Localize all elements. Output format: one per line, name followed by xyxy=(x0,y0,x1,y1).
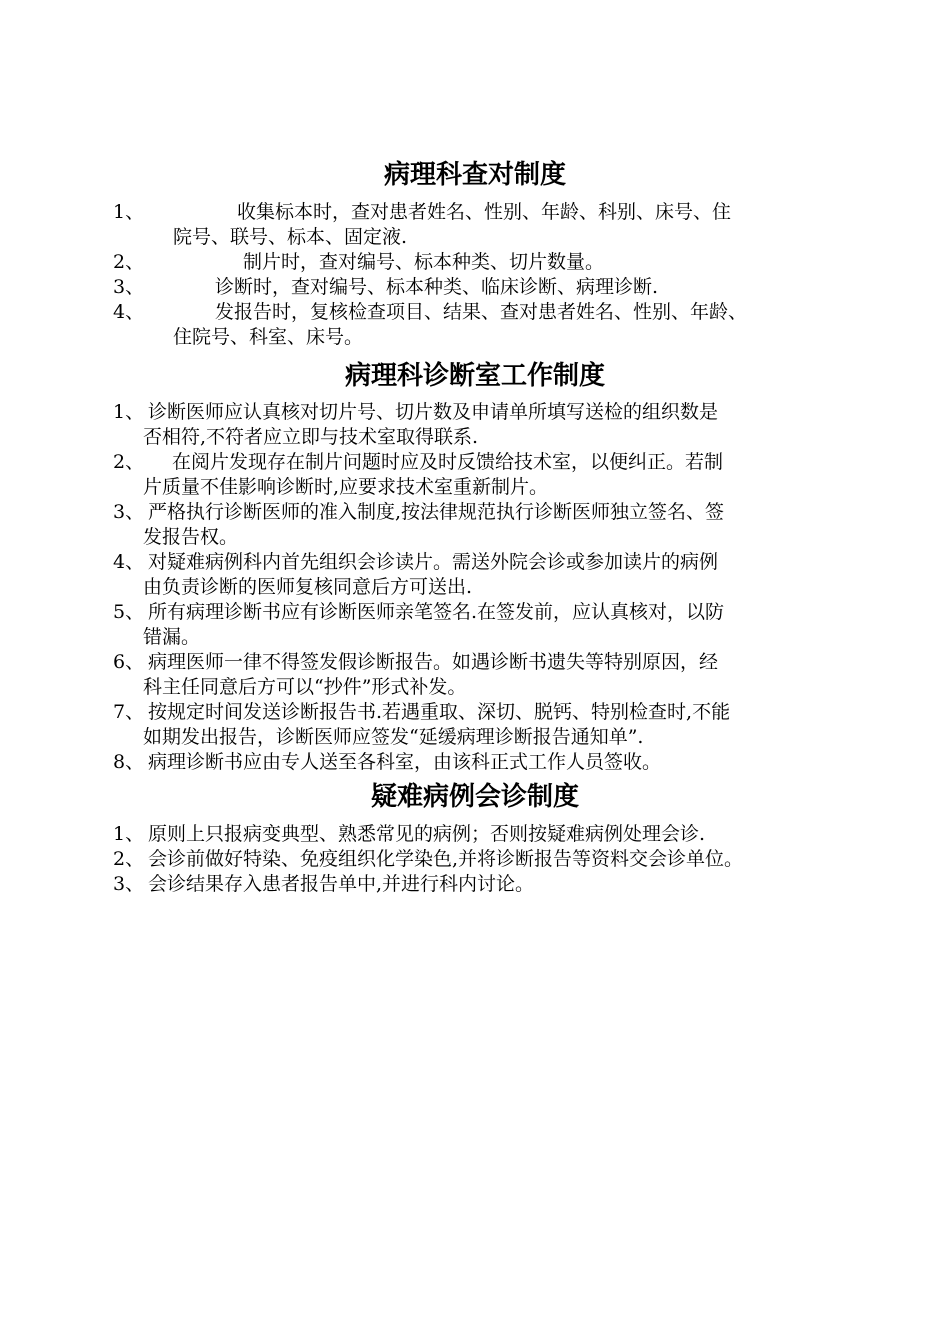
s1-item4-line2: 住院号、科室、床号。 xyxy=(173,326,364,348)
s2-item5-line2: 错漏。 xyxy=(143,626,201,648)
s3-item3-number: 3、 xyxy=(113,873,145,895)
s1-item1-number: 1、 xyxy=(113,201,145,223)
s2-item3-line2: 发报告权。 xyxy=(143,526,239,548)
s2-item7-line1: 按规定时间发送诊断报告书.若遇重取、深切、脱钙、特别检查时,不能 xyxy=(148,701,731,723)
s2-item6-number: 6、 xyxy=(113,651,145,673)
s2-item8-line1: 病理诊断书应由专人送至各科室，由该科正式工作人员签收。 xyxy=(148,751,662,773)
s3-item1-line1: 原则上只报病变典型、熟悉常见的病例；否则按疑难病例处理会诊. xyxy=(148,823,706,845)
s2-item3-line1: 严格执行诊断医师的准入制度,按法律规范执行诊断医师独立签名、签 xyxy=(148,501,725,523)
s3-item2-line1: 会诊前做好特染、免疫组织化学染色,并将诊断报告等资料交会诊单位。 xyxy=(148,848,744,870)
s2-item1-line1: 诊断医师应认真核对切片号、切片数及申请单所填写送检的组织数是 xyxy=(148,401,719,423)
s1-item1-line1: 收集标本时，查对患者姓名、性别、年龄、科别、床号、住 xyxy=(237,201,732,223)
s3-item3-line1: 会诊结果存入患者报告单中,并进行科内讨论。 xyxy=(148,873,535,895)
s2-item2-number: 2、 xyxy=(113,451,145,473)
s2-item5-number: 5、 xyxy=(113,601,145,623)
s2-item6-line2: 科主任同意后方可以“抄件”形式补发。 xyxy=(143,676,467,698)
s1-item1-line2: 院号、联号、标本、固定液. xyxy=(173,226,408,248)
section-title-2: 病理科诊断室工作制度 xyxy=(344,361,605,391)
s1-item4-number: 4、 xyxy=(113,301,145,323)
s2-item7-line2: 如期发出报告，诊断医师应签发“延缓病理诊断报告通知单”. xyxy=(143,726,644,748)
s2-item4-number: 4、 xyxy=(113,551,145,573)
s1-item4-line1: 发报告时，复核检查项目、结果、查对患者姓名、性别、年龄、 xyxy=(215,301,748,323)
s3-item2-number: 2、 xyxy=(113,848,145,870)
s2-item5-line1: 所有病理诊断书应有诊断医师亲笔签名.在签发前，应认真核对，以防 xyxy=(148,601,725,623)
s2-item6-line1: 病理医师一律不得签发假诊断报告。如遇诊断书遗失等特别原因，经 xyxy=(148,651,719,673)
s3-item1-number: 1、 xyxy=(113,823,145,845)
section-title-1: 病理科查对制度 xyxy=(383,160,566,190)
s1-item2-number: 2、 xyxy=(113,251,145,273)
s2-item7-number: 7、 xyxy=(113,701,145,723)
s2-item1-number: 1、 xyxy=(113,401,145,423)
section-title-3: 疑难病例会诊制度 xyxy=(370,782,579,812)
s2-item4-line1: 对疑难病例科内首先组织会诊读片。需送外院会诊或参加读片的病例 xyxy=(148,551,719,573)
s2-item4-line2: 由负责诊断的医师复核同意后方可送出. xyxy=(143,576,473,598)
s2-item3-number: 3、 xyxy=(113,501,145,523)
s1-item2-line1: 制片时，查对编号、标本种类、切片数量。 xyxy=(243,251,605,273)
s1-item3-number: 3、 xyxy=(113,276,145,298)
s2-item2-line1: 在阅片发现存在制片问题时应及时反馈给技术室，以便纠正。若制 xyxy=(172,451,724,473)
s1-item3-line1: 诊断时，查对编号、标本种类、临床诊断、病理诊断. xyxy=(215,276,659,298)
s2-item2-line2: 片质量不佳影响诊断时,应要求技术室重新制片。 xyxy=(143,476,549,498)
s2-item8-number: 8、 xyxy=(113,751,145,773)
s2-item1-line2: 否相符,不符者应立即与技术室取得联系. xyxy=(143,426,479,448)
